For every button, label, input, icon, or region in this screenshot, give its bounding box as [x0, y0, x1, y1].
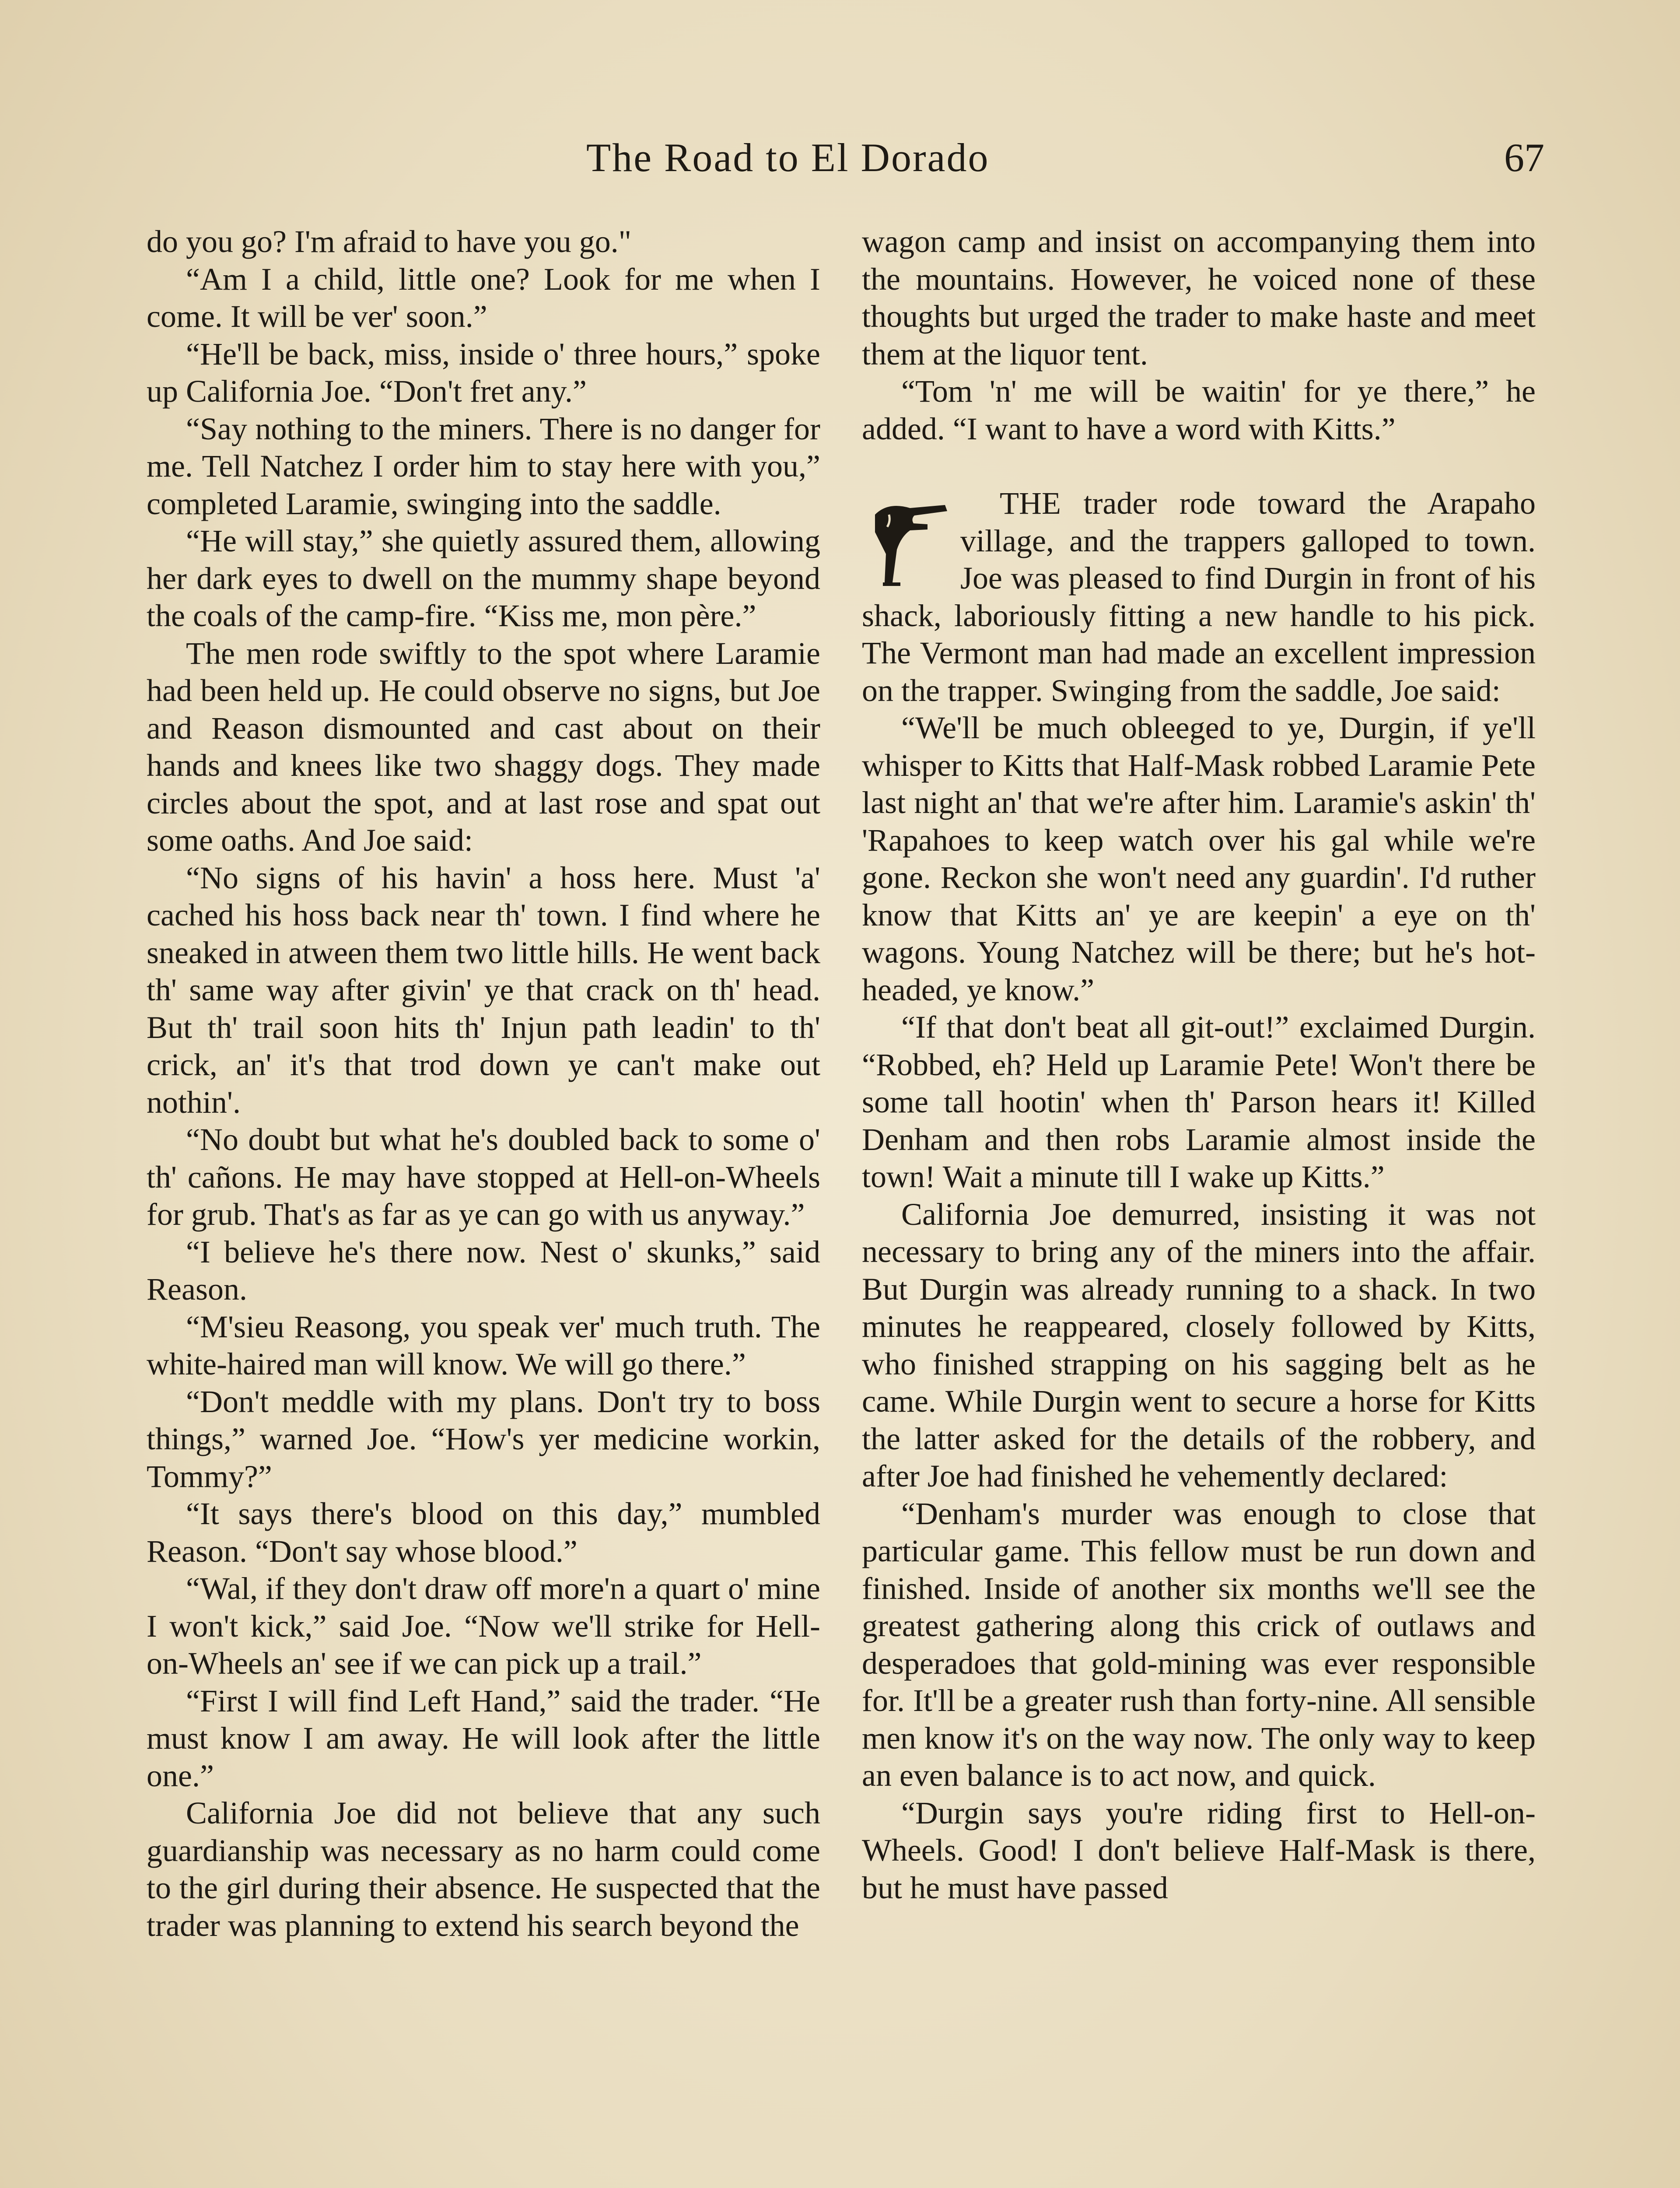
paragraph: “Say nothing to the miners. There is no danger for me. Tell Natchez I order him to stay here with you,” completed Laramie, swinging into the saddle.	[147, 411, 820, 521]
section-opening	[862, 485, 1536, 709]
paragraph: “Wal, if they don't draw off more'n a quart o' mine I won't kick,” said Joe. “Now we'll strike for Hell-on-Wheels an' see if we can pick up a trail.”	[147, 1571, 820, 1681]
paragraph: THE trader rode toward the Arapaho village, and the trappers galloped to town. Joe was pleased to find Durgin in front of his shack, laboriously fitting a new handle to his pick. The Vermont man had made an excellent impression on the trapper. Swinging from the saddle, Joe said:	[862, 486, 1536, 708]
page-number: 67	[1504, 135, 1544, 180]
paragraph: The men rode swiftly to the spot where Laramie had been held up. He could observe no signs, but Joe and Reason dismounted and cast about on their hands and knees like two shaggy dogs. They made circles about the spot, and at last rose and spat out some oaths. And Joe said:	[147, 635, 820, 858]
paragraph: “No signs of his havin' a hoss here. Must 'a' cached his hoss back near th' town. I find where he sneaked in atween them two little hills. He went back th' same way after givin' ye that crack on th' head. But th' trail soon hits th' Injun path leadin' to th' crick, an' it's that trod down ye can't make out nothin'.	[147, 860, 820, 1120]
paragraph: “Tom 'n' me will be waitin' for ye there,” he added. “I want to have a word with Kitts.”	[862, 374, 1536, 446]
running-title: The Road to El Dorado	[586, 135, 990, 180]
paragraph: “Am I a child, little one? Look for me when I come. It will be ver' soon.”	[147, 261, 820, 334]
paragraph: wagon camp and insist on accompanying them into the mountains. However, he voiced none of these thoughts but urged the trader to make haste and meet them at the liquor tent.	[862, 224, 1536, 372]
paragraph: “No doubt but what he's doubled back to some o' th' cañons. He may have stopped at Hell-on-Wheels for grub. That's as far as ye can go with us anyway.”	[147, 1122, 820, 1232]
paragraph: “He'll be back, miss, inside o' three hours,” spoke up California Joe. “Don't fret any.”	[147, 336, 820, 409]
paragraph: California Joe demurred, insisting it was not necessary to bring any of the miners into the affair. But Durgin was already running to a shack. In two minutes he reappeared, closely followed by Kitts, who finished strapping on his sagging belt as he came. While Durgin went to secure a horse for Kitts the latter asked for the details of the robbery, and after Joe had finished he vehemently declared:	[862, 1196, 1536, 1494]
pointing-hand-ornament-icon	[862, 488, 952, 589]
paragraph: “M'sieu Reasong, you speak ver' much truth. The white-haired man will know. We will go there.”	[147, 1309, 820, 1382]
paragraph: “He will stay,” she quietly assured them, allowing her dark eyes to dwell on the mummy shape beyond the coals of the camp-fire. “Kiss me, mon père.”	[147, 523, 820, 633]
right-column	[862, 223, 1536, 1907]
paragraph: “We'll be much obleeged to ye, Durgin, if ye'll whisper to Kitts that Half-Mask robbed Laramie Pete last night an' that we're after him. Laramie's askin' th' 'Rapahoes to keep watch over his gal while we're gone. Reckon she won't need any guardin'. I'd ruther know that Kitts an' ye are keepin' a eye on th' wagons. Young Natchez will be there; but he's hot-headed, ye know.”	[862, 710, 1536, 1007]
paragraph: do you go? I'm afraid to have you go."	[147, 224, 632, 259]
paragraph: “It says there's blood on this day,” mumbled Reason. “Don't say whose blood.”	[147, 1496, 820, 1569]
paragraph: “Denham's murder was enough to close that particular game. This fellow must be run down and finished. Inside of another six months we'll see the greatest gathering along this crick of outlaws and desperadoes that gold-mining was ever responsible for. It'll be a greater rush than forty-nine. All sensible men know it's on the way now. The only way to keep an even balance is to act now, and quick.	[862, 1496, 1536, 1793]
paragraph: “Don't meddle with my plans. Don't try to boss things,” warned Joe. “How's yer medicine workin, Tommy?”	[147, 1384, 820, 1494]
paragraph: “If that don't beat all git-out!” exclaimed Durgin. “Robbed, eh? Held up Laramie Pete! Won't there be some tall hootin' when th' Parson hears it! Killed Denham and then robs Laramie almost inside the town! Wait a minute till I wake up Kitts.”	[862, 1010, 1536, 1194]
left-column	[147, 223, 820, 1944]
paragraph: “First I will find Left Hand,” said the trader. “He must know I am away. He will look after the little one.”	[147, 1683, 820, 1793]
paragraph: California Joe did not believe that any such guardianship was necessary as no harm could come to the girl during their absence. He suspected that the trader was planning to extend his search beyond the	[147, 1795, 820, 1943]
paragraph: “I believe he's there now. Nest o' skunks,” said Reason.	[147, 1234, 820, 1307]
paragraph: “Durgin says you're riding first to Hell-on-Wheels. Good! I don't believe Half-Mask is there, but he must have passed	[862, 1795, 1536, 1905]
running-header	[0, 131, 1680, 193]
